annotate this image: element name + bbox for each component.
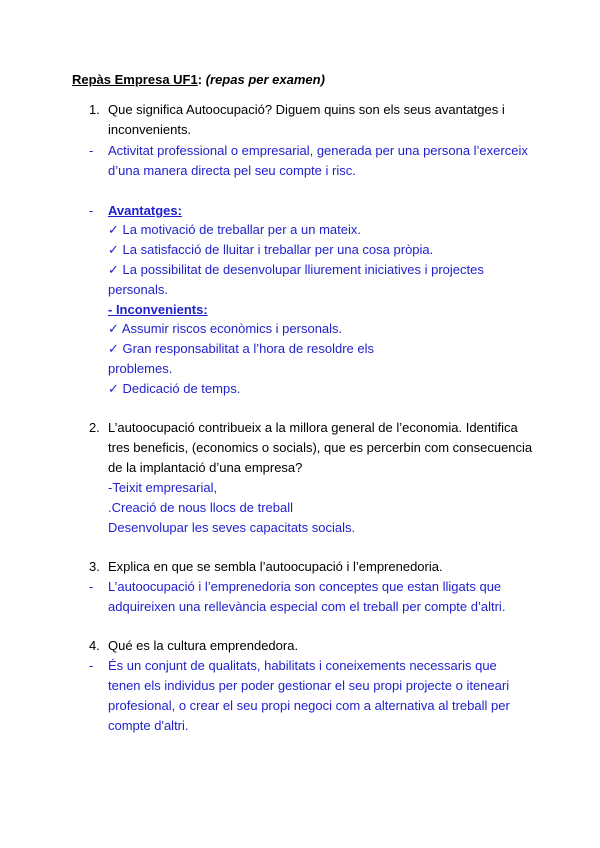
advantage-text: La motivació de treballar per a un mateix. [122,222,361,237]
q4-answer-dash: - [89,658,94,673]
check-icon: ✓ [108,222,119,237]
q1-text-line: Que significa Autoocupació? Diguem quins son els seus avantatges i [108,102,505,117]
q4-number: 4. [89,638,100,653]
title-separator: : [197,72,206,87]
advantages-dash: - [89,203,94,218]
q4-answer-line: És un conjunt de qualitats, habilitats i coneixements necessaris que [108,658,497,673]
check-icon: ✓ [108,242,119,257]
q2-answer-line: -Teixit empresarial, [108,480,218,495]
advantage-text: La satisfacció de lluitar i treballar per una cosa pròpia. [122,242,434,257]
advantage-item [108,222,361,238]
q2-answer-line: Desenvolupar les seves capacitats socials. [108,520,356,535]
q3-answer-line: adquireixen una rellevància especial com el treball per compte d’altri. [108,599,506,614]
q1-answer-line: d’una manera directa pel seu compte i risc. [108,163,356,178]
advantage-continuation: personals. [108,282,168,297]
disadvantage-text: Dedicació de temps. [122,381,241,396]
q3-text: Explica en que se sembla l’autoocupació i l’emprenedoria. [108,559,443,574]
title-main: Repàs Empresa UF1 [72,72,198,87]
disadvantage-item [108,321,342,337]
q4-answer-line: profesional, o crear el seu propi negoci com a alternativa al treball per [108,698,510,713]
disadvantage-item [108,381,240,397]
check-icon: ✓ [108,262,119,277]
q2-number: 2. [89,420,100,435]
check-icon: ✓ [108,321,119,336]
disadvantage-text: Gran responsabilitat a l’hora de resoldre els [122,341,374,356]
q2-answer-line: .Creació de nous llocs de treball [108,500,293,515]
title-subtitle: (repas per examen) [205,72,325,87]
q2-text-line: de la implantació d’una empresa? [108,460,303,475]
advantages-heading: Avantatges: [108,203,182,218]
check-icon: ✓ [108,341,119,356]
disadvantage-item [108,341,374,357]
advantage-item [108,262,484,278]
disadvantage-text: Assumir riscos econòmics i personals. [121,321,343,336]
q3-answer-line: L’autoocupació i l’emprenedoria son conceptes que estan lligats que [108,579,502,594]
advantage-text: La possibilitat de desenvolupar lliurement iniciatives i projectes [122,262,484,277]
q2-text-line: tres beneficis, (economics o socials), que es percerbin com consecuencia [108,440,533,455]
q1-answer-line: Activitat professional o empresarial, generada per una persona l’exerceix [108,143,528,158]
q1-answer-dash: - [89,143,94,158]
check-icon: ✓ [108,381,119,396]
q1-text-line: inconvenients. [108,122,192,137]
disadvantages-heading: - Inconvenients: [108,302,208,317]
advantage-item [108,242,433,258]
disadvantage-continuation: problemes. [108,361,173,376]
q4-answer-line: tenen els individus per poder gestionar el seu propi projecte o iteneari [108,678,510,693]
q2-text-line: L’autoocupació contribueix a la millora general de l’economia. Identifica [108,420,518,435]
q3-number: 3. [89,559,100,574]
q4-text: Qué es la cultura emprendedora. [108,638,299,653]
q3-answer-dash: - [89,579,94,594]
q1-number: 1. [89,102,100,117]
q4-answer-line: compte d'altri. [108,718,189,733]
document-title [72,72,325,88]
